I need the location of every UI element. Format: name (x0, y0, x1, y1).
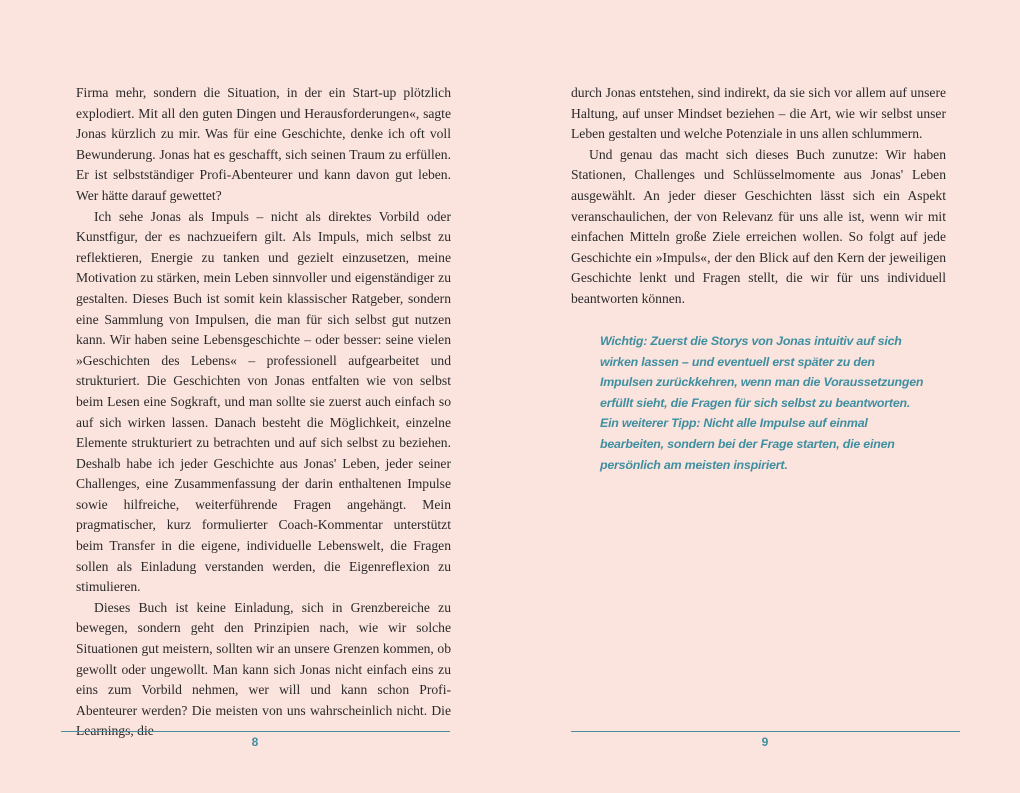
body-paragraph: Dieses Buch ist keine Einladung, sich in Grenzbereiche zu bewegen, sondern geht den Prinzipien nach, wie wir solche Situationen gut meistern, sollten wir an unsere Grenzen kommen, ob gewollt oder ungewollt. Man kann sich Jonas nicht einfach eins zu eins zum Vorbild nehmen, wer will und kann schon Profi-Abenteurer werden? Die meisten von uns wahrscheinlich nicht. Die Learnings, die (76, 599, 451, 739)
left-page-body (76, 83, 451, 742)
body-paragraph: Ich sehe Jonas als Impuls – nicht als direktes Vorbild oder Kunstfigur, der es nachzueifern gilt. Als Impuls, mich selbst zu reflektieren, Energie zu tanken und gezielt einzusetzen, meine Motivation zu stärken, mein Leben sinnvoller und eigenständiger zu gestalten. Dieses Buch ist somit kein klassischer Ratgeber, sondern eine Sammlung von Impulsen, die man für sich selbst gut nutzen kann. Wir haben seine Lebensgeschichte – oder besser: seine vielen »Geschichten des Lebens« – professionell aufgearbeitet und strukturiert. Die Geschichten von Jonas entfalten wie von selbst beim Lesen eine Sogkraft, und man sollte sie zuerst auch einfach so auf sich wirken lassen. Danach besteht die Möglichkeit, einzelne Elemente strukturiert zu betrachten und auf sich selbst zu beziehen. Deshalb habe ich jeder Geschichte aus Jonas' Leben, jeder seiner Challenges, eine Zusammenfassung der darin enthaltenen Impulse sowie hilfreiche, weiterführende Fragen angehängt. Mein pragmatischer, kurz formulierter Coach-Kommentar unterstützt beim Transfer in die eigene, individuelle Lebenswelt, die Fragen sollen als Einladung verstanden werden, die Eigenreflexion zu stimulieren. (76, 208, 451, 595)
page-number: 8 (251, 735, 259, 749)
tip-callout: Wichtig: Zuerst die Storys von Jonas intuitiv auf sich wirken lassen – und eventuell erst später zu den Impulsen zurückkehren, wenn man die Voraussetzungen erfüllt sieht, die Fragen für sich selbst zu beantworten. Ein weiterer Tipp: Nicht alle Impulse auf einmal bearbeiten, sondern bei der Frage starten, die einen persönlich am meisten inspiriert. (600, 334, 924, 472)
body-paragraph: Und genau das macht sich dieses Buch zunutze: Wir haben Stationen, Challenges und Schlüsselmomente aus Jonas' Leben ausgewählt. An jeder dieser Geschichten lässt sich ein Aspekt veranschaulichen, der von Relevanz für uns alle ist, wenn wir mit einfachen Mitteln große Ziele erreichen wollen. So folgt auf jede Geschichte ein »Impuls«, der den Blick auf den Kern der jeweiligen Geschichte lenkt und Fragen stellt, die wir für uns individuell beantworten können. (571, 146, 946, 306)
body-paragraph: Firma mehr, sondern die Situation, in der ein Start-up plötzlich explodiert. Mit all den guten Dingen und Herausforderungen«, sagte Jonas kürzlich zu mir. Was für eine Geschichte, denke ich oft voll Bewunderung. Jonas hat es geschafft, sich seinen Traum zu erfüllen. Er ist selbstständiger Profi-Abenteurer und kann davon gut leben. Wer hätte darauf gewettet? (76, 85, 451, 203)
footer-rule (61, 731, 450, 732)
footer-rule (571, 731, 960, 732)
right-page-body (571, 83, 946, 310)
body-paragraph: durch Jonas entstehen, sind indirekt, da sie sich vor allem auf unsere Haltung, auf unser Mindset beziehen – die Art, wie wir selbst unser Leben gestalten und welche Potenziale in uns allen schlummern. (571, 85, 946, 142)
page-number: 9 (761, 735, 769, 749)
right-page (510, 0, 1020, 793)
